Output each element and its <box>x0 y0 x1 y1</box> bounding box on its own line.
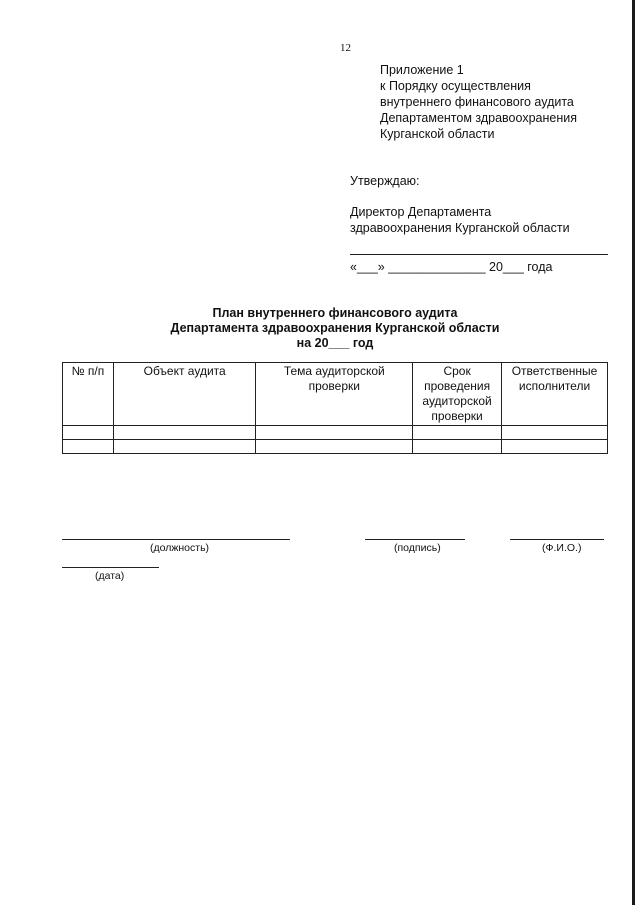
appendix-line: Приложение 1 <box>380 63 464 77</box>
table-cell <box>256 440 413 454</box>
table-cell <box>63 426 114 440</box>
table-row <box>63 440 608 454</box>
appendix-line: Департаментом здравоохранения <box>380 111 577 125</box>
header-audit-topic: Тема аудиторской проверки <box>256 363 413 426</box>
table-cell <box>502 440 608 454</box>
table-cell <box>113 440 256 454</box>
title-line: на 20___ год <box>296 336 374 350</box>
appendix-line: к Порядку осуществления <box>380 79 531 93</box>
date-label: (дата) <box>95 570 125 582</box>
approval-heading: Утверждаю: <box>350 174 420 188</box>
table-header-row <box>63 363 608 426</box>
table-cell <box>256 426 413 440</box>
table-cell <box>413 440 502 454</box>
table-row <box>63 426 608 440</box>
name-signature-line <box>510 539 604 540</box>
header-audit-term: Срок проведения аудиторской проверки <box>413 363 502 426</box>
header-responsible: Ответственные исполнители <box>502 363 608 426</box>
appendix-line: Курганской области <box>380 127 495 141</box>
document-title <box>150 306 520 351</box>
scan-edge <box>632 0 635 905</box>
header-audit-object: Объект аудита <box>113 363 256 426</box>
position-signature-line <box>62 539 290 540</box>
title-line: Департамента здравоохранения Курганской области <box>170 321 500 335</box>
name-label: (Ф.И.О.) <box>542 542 582 554</box>
audit-plan-table <box>62 362 608 454</box>
appendix-line: внутреннего финансового аудита <box>380 95 574 109</box>
position-label: (должность) <box>150 542 210 554</box>
approver-position-line: Директор Департамента <box>350 205 492 219</box>
approver-position <box>350 204 570 236</box>
date-signature-line <box>62 567 159 568</box>
title-line: План внутреннего финансового аудита <box>212 306 458 320</box>
table-cell <box>413 426 502 440</box>
approval-date-line: «___» ______________ 20___ года <box>350 260 553 274</box>
signature-label: (подпись) <box>394 542 441 554</box>
header-number: № п/п <box>63 363 114 426</box>
page-number: 12 <box>340 42 351 54</box>
signature-line <box>365 539 465 540</box>
approver-position-line: здравоохранения Курганской области <box>350 221 570 235</box>
approver-signature-line <box>350 254 608 255</box>
appendix-block <box>380 62 577 142</box>
table-cell <box>63 440 114 454</box>
table-cell <box>113 426 256 440</box>
table-cell <box>502 426 608 440</box>
